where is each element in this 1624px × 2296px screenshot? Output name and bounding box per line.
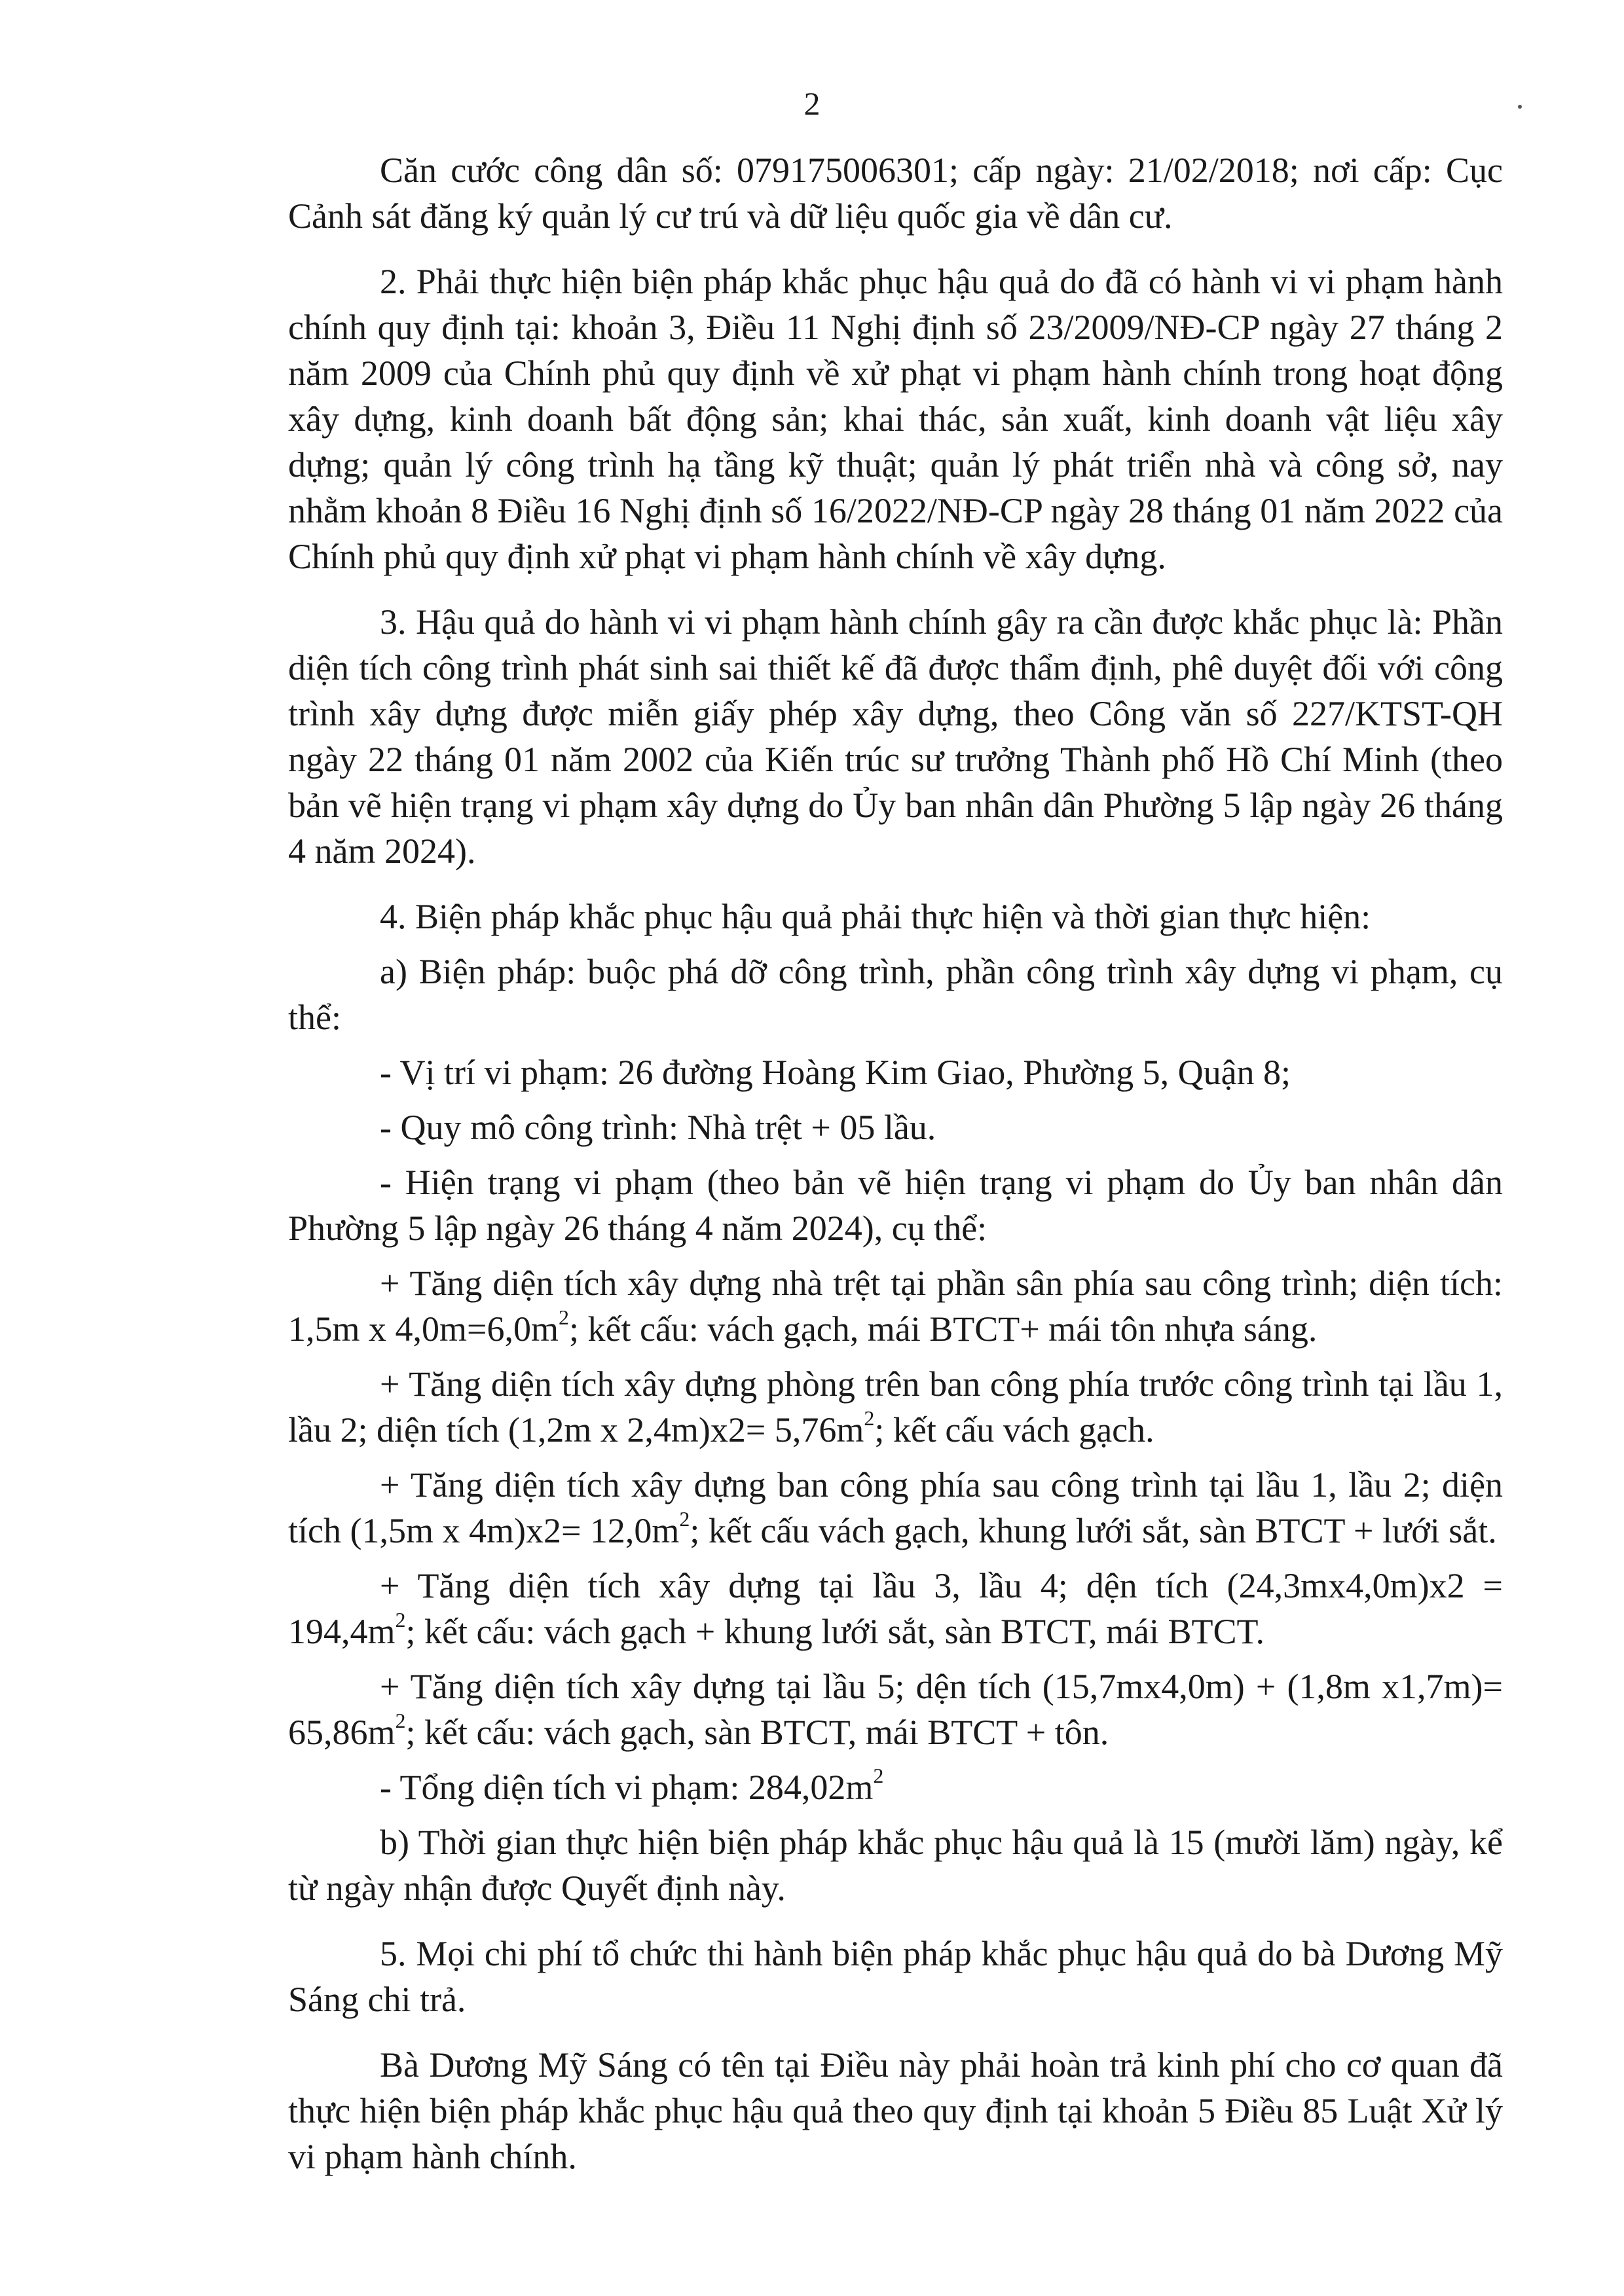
citizen-id-paragraph: Căn cước công dân số: 079175006301; cấp ngày: 21/02/2018; nơi cấp: Cục Cảnh sát đăng ký quản lý cư trú và dữ liệu quốc gia về dân cư. (288, 151, 1503, 236)
section-4b-paragraph: b) Thời gian thực hiện biện pháp khắc phục hậu quả là 15 (mười lăm) ngày, kể từ ngày nhận được Quyết định này. (288, 1823, 1503, 1908)
violation-location: - Vị trí vi phạm: 26 đường Hoàng Kim Giao, Phường 5, Quận 8; (380, 1053, 1291, 1092)
violation-item-5: + Tăng diện tích xây dựng tại lầu 5; dện tích (15,7mx4,0m) + (1,8m $x1,7m)= 65,86m^2$; kết cấu: vách gạch, sàn BTCT, mái BTCT + tôn. (288, 1667, 1503, 1752)
reimbursement-paragraph: Bà Dương Mỹ Sáng có tên tại Điều này phải hoàn trả kinh phí cho cơ quan đã thực hiện biện pháp khắc phục hậu quả theo quy định tại khoản 5 Điều 85 Luật Xử lý vi phạm hành chính. (288, 2045, 1503, 2176)
violation-item-4: + Tăng diện tích xây dựng tại lầu 3, lầu 4; dện tích $(24,3mx4,0m)x2 = 194,4m^2$; kết cấu: vách gạch + khung lưới sắt, sàn BTCT, mái BTCT. (288, 1566, 1503, 1651)
document-body (288, 147, 1503, 2199)
violation-item-2: + Tăng diện tích xây dựng phòng trên ban công phía trước công trình tại lầu 1, lầu 2; diện tích (1,2m x $2,4m)x2= 5,76m^2$; kết cấu vách gạch. (288, 1364, 1503, 1449)
building-scale: - Quy mô công trình: Nhà trệt + 05 lầu. (380, 1108, 936, 1147)
total-violation-area: - Tổng diện tích vi phạm: $284,02m^2$ (380, 1764, 884, 1807)
section-4a-paragraph: a) Biện pháp: buộc phá dỡ công trình, phần công trình xây dựng vi phạm, cụ thể: (288, 952, 1503, 1037)
violation-item-1: + Tăng diện tích xây dựng nhà trệt tại phần sân phía sau công trình; diện tích: 1,5m x $4,0m=6,0m^2$; kết cấu: vách gạch, mái BTCT+ mái tôn nhựa sáng. (288, 1264, 1503, 1349)
section-5-paragraph: 5. Mọi chi phí tổ chức thi hành biện pháp khắc phục hậu quả do bà Dương Mỹ Sáng chi trả. (288, 1934, 1503, 2019)
violation-item-3: + Tăng diện tích xây dựng ban công phía sau công trình tại lầu 1, lầu 2; diện tích (1,5m x $4m)x2= 12,0m^2$; kết cấu vách gạch, khung lưới sắt, sàn BTCT + lưới sắt. (288, 1465, 1503, 1550)
section-2-paragraph: 2. Phải thực hiện biện pháp khắc phục hậu quả do đã có hành vi vi phạm hành chính quy định tại: khoản 3, Điều 11 Nghị định số 23/2009/NĐ-CP ngày 27 tháng 2 năm 2009 của Chính phủ quy định về xử phạt vi phạm hành chính trong hoạt động xây dựng, kinh doanh bất động sản; khai thác, sản xuất, kinh doanh vật liệu xây dựng; quản lý công trình hạ tầng kỹ thuật; quản lý phát triển nhà và công sở, nay nhằm khoản 8 Điều 16 Nghị định số 16/2022/NĐ-CP ngày 28 tháng 01 năm 2022 của Chính phủ quy định xử phạt vi phạm hành chính về xây dựng. (288, 262, 1503, 576)
scan-speck (1518, 105, 1522, 109)
section-3-paragraph: 3. Hậu quả do hành vi vi phạm hành chính gây ra cần được khắc phục là: Phần diện tích công trình phát sinh sai thiết kế đã được thẩm định, phê duyệt đối với công trình xây dựng được miễn giấy phép xây dựng, theo Công văn số 227/KTST-QH ngày 22 tháng 01 năm 2002 của Kiến trúc sư trưởng Thành phố Hồ Chí Minh (theo bản vẽ hiện trạng vi phạm xây dựng do Ủy ban nhân dân Phường 5 lập ngày 26 tháng 4 năm 2024). (288, 602, 1503, 871)
violation-status: - Hiện trạng vi phạm (theo bản vẽ hiện trạng vi phạm do Ủy ban nhân dân Phường 5 lập ngày 26 tháng 4 năm 2024), cụ thể: (288, 1163, 1503, 1248)
page-number: 2 (803, 85, 821, 122)
section-4-heading: 4. Biện pháp khắc phục hậu quả phải thực hiện và thời gian thực hiện: (380, 897, 1371, 936)
